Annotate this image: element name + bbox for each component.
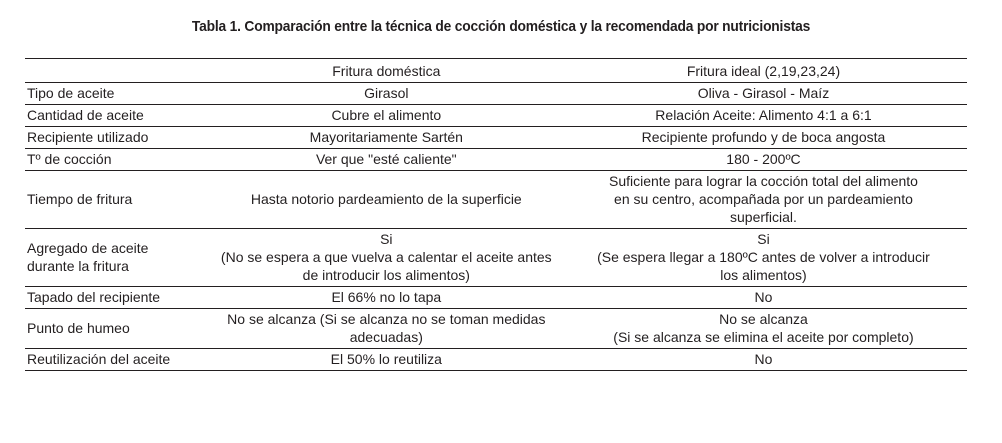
fritura-ideal-cell (560, 229, 967, 287)
table-row (25, 309, 967, 349)
cell-text-line: Tapado del recipiente (27, 289, 161, 305)
row-label-cell (25, 309, 213, 349)
table-row (25, 229, 967, 287)
row-label-cell (25, 105, 213, 127)
cell-text-line: Recipiente utilizado (27, 129, 149, 145)
fritura-domestica-cell (213, 105, 560, 127)
fritura-ideal-cell (560, 105, 967, 127)
cell-text-line: 180 - 200ºC (726, 151, 801, 167)
cell-text-line: adecuadas) (349, 329, 423, 345)
table-row (25, 127, 967, 149)
fritura-ideal-cell (560, 287, 967, 309)
fritura-ideal-cell (560, 171, 967, 229)
cell-text-line: Suficiente para lograr la cocción total del alimento (609, 173, 918, 189)
cell-text-line: Si (757, 231, 770, 247)
cell-text-line: No se alcanza (Si se alcanza no se toman medidas (227, 311, 546, 327)
row-label-cell (25, 349, 213, 371)
cell-text-line: No se alcanza (719, 311, 808, 327)
table-row (25, 349, 967, 371)
fritura-domestica-cell (213, 287, 560, 309)
cell-text-line: Cubre el alimento (331, 107, 442, 123)
cell-text-line: Mayoritariamente Sartén (309, 129, 463, 145)
cell-text-line: los alimentos) (720, 267, 807, 283)
cell-text-line: Si (380, 231, 393, 247)
cell-text-line: en su centro, acompañada por un pardeamiento (614, 191, 913, 207)
header-cell-fritura-ideal: Fritura ideal (2,19,23,24) (560, 59, 967, 83)
cell-text-line: No (754, 351, 773, 367)
cell-text-line: Hasta notorio pardeamiento de la superficie (250, 191, 522, 207)
row-label-cell (25, 171, 213, 229)
header-cell-fritura-domestica: Fritura doméstica (213, 59, 560, 83)
table-row (25, 105, 967, 127)
cell-text-line: El 50% lo reutiliza (330, 351, 442, 367)
fritura-domestica-cell (213, 309, 560, 349)
row-label-cell (25, 83, 213, 105)
cell-text-line: Ver que "esté caliente" (315, 151, 457, 167)
cell-text-line: Relación Aceite: Alimento 4:1 a 6:1 (655, 107, 872, 123)
fritura-ideal-cell (560, 83, 967, 105)
cell-text-line: Oliva - Girasol - Maíz (697, 85, 830, 101)
fritura-ideal-cell (560, 149, 967, 171)
cell-text-line: No (754, 289, 773, 305)
fritura-domestica-cell (213, 229, 560, 287)
cell-text-line: Punto de humeo (27, 320, 130, 336)
cell-text-line: Girasol (364, 85, 409, 101)
cell-text-line: superficial. (730, 209, 797, 225)
cell-text-line: de introducir los alimentos) (302, 267, 470, 283)
cell-text-line: (No se espera a que vuelva a calentar el aceite antes (220, 249, 552, 265)
cell-text-line: Tiempo de fritura (27, 191, 133, 207)
comparison-table (25, 58, 967, 371)
table-caption: Tabla 1. Comparación entre la técnica de cocción doméstica y la recomendada por nutricionistas (191, 18, 811, 35)
cell-text-line: Tº de cocción (27, 151, 112, 167)
table-row (25, 287, 967, 309)
row-label-cell (25, 287, 213, 309)
fritura-domestica-cell (213, 171, 560, 229)
cell-text-line: Cantidad de aceite (27, 107, 144, 123)
fritura-domestica-cell (213, 83, 560, 105)
fritura-domestica-cell (213, 149, 560, 171)
cell-text-line: durante la fritura (27, 258, 129, 274)
table-header-row (25, 59, 967, 83)
cell-text-line: (Se espera llegar a 180ºC antes de volver a introducir (597, 249, 930, 265)
fritura-ideal-cell (560, 127, 967, 149)
fritura-ideal-cell (560, 309, 967, 349)
fritura-domestica-cell (213, 127, 560, 149)
row-label-cell (25, 229, 213, 287)
cell-text-line: (Si se alcanza se elimina el aceite por completo) (613, 329, 914, 345)
row-label-cell (25, 149, 213, 171)
row-label-cell (25, 127, 213, 149)
fritura-ideal-cell (560, 349, 967, 371)
cell-text-line: Reutilización del aceite (27, 351, 171, 367)
cell-text-line: Recipiente profundo y de boca angosta (641, 129, 886, 145)
table-body (25, 59, 967, 371)
table-row (25, 171, 967, 229)
cell-text-line: El 66% no lo tapa (331, 289, 442, 305)
table-row (25, 149, 967, 171)
fritura-domestica-cell (213, 349, 560, 371)
table-row (25, 83, 967, 105)
header-cell-empty (25, 59, 213, 83)
cell-text-line: Agregado de aceite (27, 240, 149, 256)
cell-text-line: Tipo de aceite (27, 85, 115, 101)
